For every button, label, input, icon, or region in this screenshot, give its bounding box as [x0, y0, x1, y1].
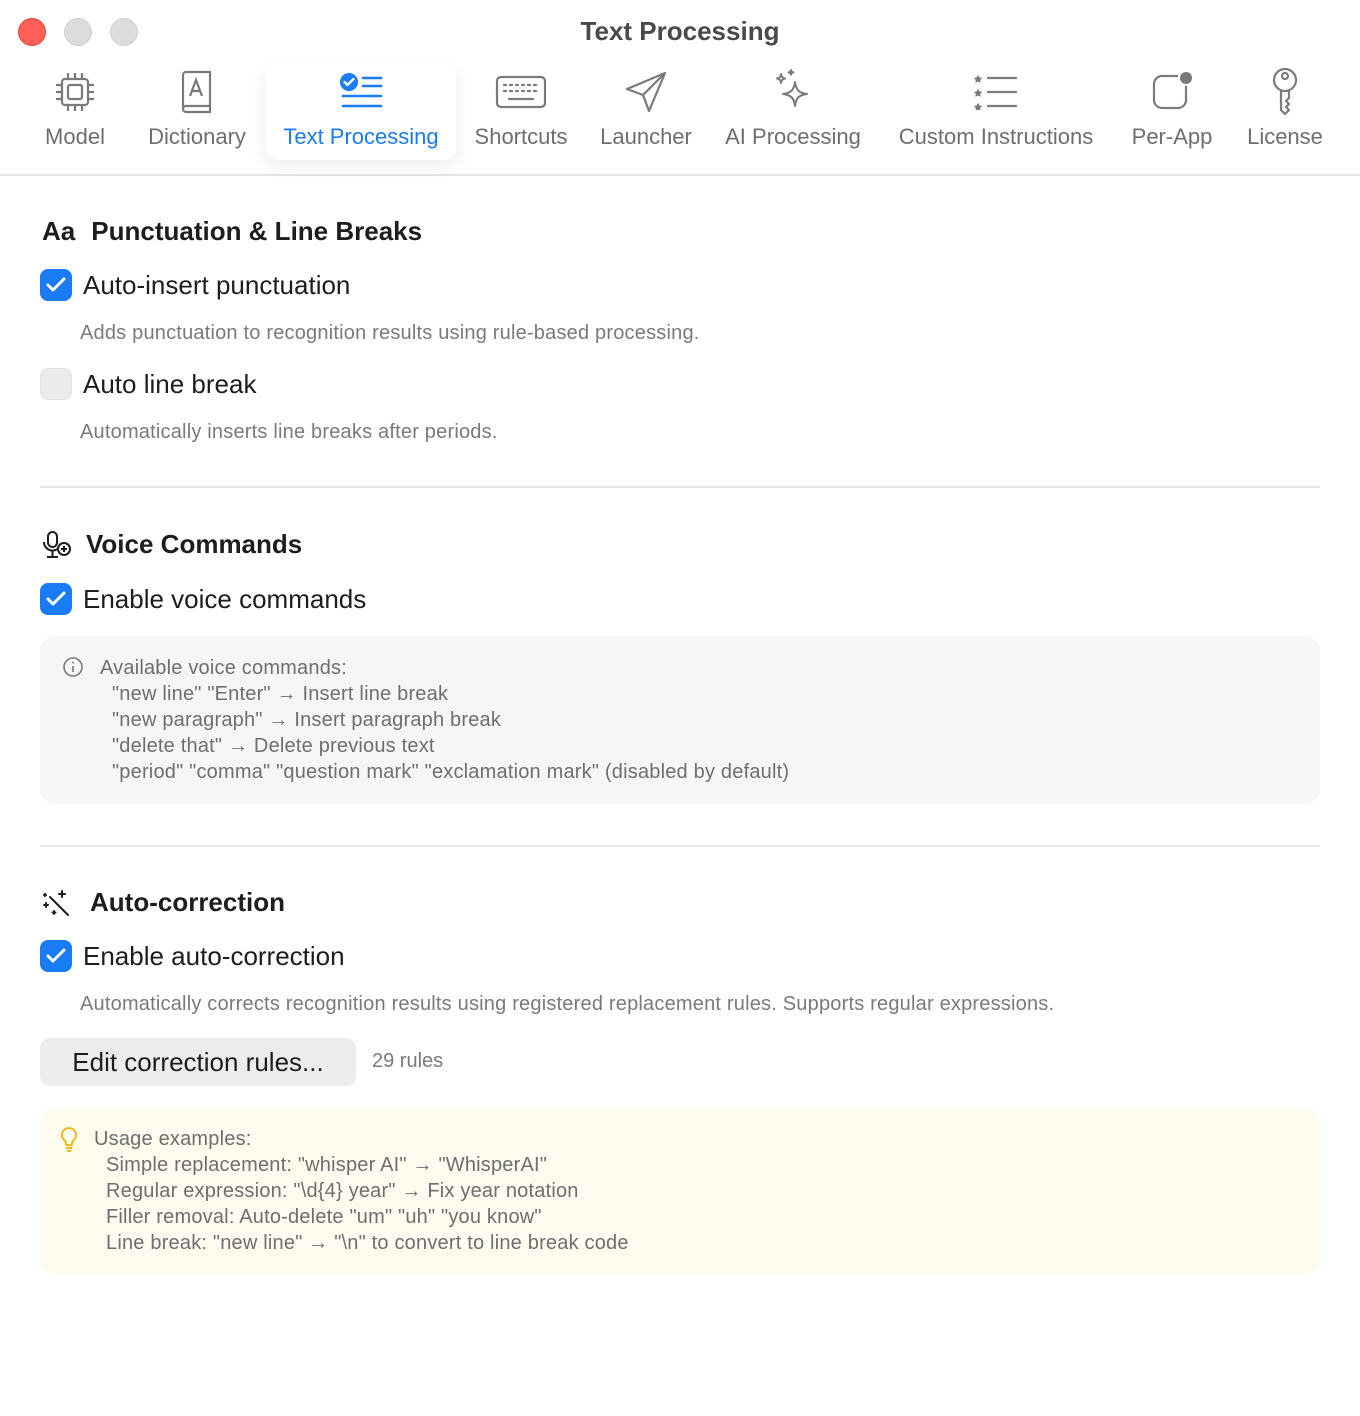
tab-label: Model: [45, 124, 105, 149]
auto-correction-description: Automatically corrects recognition results using registered replacement rules. Supports regular expressions.: [80, 993, 1055, 1015]
chip-icon: [53, 64, 97, 120]
edit-correction-rules-button[interactable]: Edit correction rules...: [40, 1038, 356, 1086]
section-title-text: Voice Commands: [86, 529, 303, 559]
tab-dictionary[interactable]: [140, 64, 254, 160]
voice-command-icon: [42, 530, 72, 560]
tab-launcher[interactable]: [594, 64, 698, 160]
title-bar: [0, 0, 1360, 60]
example-line: Regular expression: "\d{4} year" → Fix year notation: [106, 1180, 579, 1202]
list-icon: [974, 64, 1018, 120]
tab-label: Custom Instructions: [898, 124, 1094, 149]
auto-insert-punctuation-row: [40, 269, 350, 301]
lightbulb-icon: [60, 1126, 78, 1157]
tab-model[interactable]: [34, 64, 116, 160]
voice-commands-info-box: [40, 636, 1320, 804]
keyboard-icon: [495, 64, 547, 120]
info-line: "new line" "Enter" → Insert line break: [112, 683, 449, 705]
checkmark-icon: [46, 277, 66, 293]
key-icon: [1269, 64, 1301, 120]
rules-count: 29 rules: [372, 1050, 444, 1072]
info-line: "new paragraph" → Insert paragraph break: [112, 709, 502, 731]
app-badge-icon: [1150, 64, 1194, 120]
example-line: Line break: "new line" → "\n" to convert to line break code: [106, 1232, 629, 1254]
auto-line-break-checkbox[interactable]: [40, 368, 72, 400]
checklist-icon: [339, 64, 383, 120]
auto-insert-punctuation-checkbox[interactable]: [40, 269, 72, 301]
tab-per-app[interactable]: [1124, 64, 1220, 160]
info-line: "delete that" → Delete previous text: [112, 735, 435, 757]
tab-label: Dictionary: [148, 124, 246, 149]
usage-examples-list: [94, 1126, 629, 1256]
tab-label: Launcher: [600, 124, 692, 149]
checkbox-label: Auto line break: [83, 368, 257, 399]
enable-voice-commands-checkbox[interactable]: [40, 583, 72, 615]
enable-auto-correction-row: [40, 940, 345, 972]
paper-plane-icon: [624, 64, 668, 120]
tab-label: Shortcuts: [474, 124, 568, 149]
example-line: Filler removal: Auto-delete "um" "uh" "you know": [106, 1206, 542, 1228]
auto-line-break-description: Automatically inserts line breaks after periods.: [80, 421, 498, 443]
tab-custom-instructions[interactable]: [888, 64, 1104, 160]
checkmark-icon: [46, 948, 66, 964]
example-line: Simple replacement: "whisper AI" → "WhisperAI": [106, 1154, 548, 1176]
usage-examples-box: [40, 1108, 1320, 1274]
auto-correction-section-title: [42, 887, 285, 918]
voice-commands-list: [100, 655, 789, 785]
checkbox-label: Enable voice commands: [83, 583, 367, 614]
auto-line-break-row: [40, 368, 256, 400]
section-divider: [40, 845, 1320, 847]
checkmark-icon: [46, 591, 66, 607]
section-title-text: Auto-correction: [90, 887, 285, 917]
dictionary-icon: [177, 64, 217, 120]
tab-license[interactable]: [1240, 64, 1330, 160]
enable-voice-commands-row: [40, 583, 366, 615]
info-line: "period" "comma" "question mark" "exclamation mark" (disabled by default): [112, 761, 790, 783]
tab-label: AI Processing: [725, 124, 861, 149]
tab-ai-processing[interactable]: [718, 64, 868, 160]
tab-shortcuts[interactable]: [466, 64, 576, 160]
enable-auto-correction-checkbox[interactable]: [40, 940, 72, 972]
checkbox-label: Auto-insert punctuation: [83, 269, 351, 300]
section-title-text: Punctuation & Line Breaks: [91, 216, 423, 246]
checkbox-label: Enable auto-correction: [83, 940, 345, 971]
info-icon: [62, 656, 84, 683]
tab-label: Per-App: [1131, 124, 1213, 149]
examples-heading: Usage examples:: [94, 1128, 252, 1150]
voice-commands-section-title: [42, 529, 302, 560]
section-divider: [40, 486, 1320, 488]
magic-wand-icon: [42, 889, 70, 917]
window-title: Text Processing: [580, 16, 780, 46]
tab-label: License: [1247, 124, 1323, 149]
punctuation-section-title: [42, 216, 422, 247]
settings-toolbar: [0, 60, 1360, 176]
auto-insert-punctuation-description: Adds punctuation to recognition results using rule-based processing.: [80, 322, 700, 344]
sparkles-icon: [771, 64, 815, 120]
info-heading: Available voice commands:: [100, 657, 347, 679]
tab-label: Text Processing: [283, 124, 439, 149]
tab-text-processing[interactable]: [266, 64, 456, 160]
text-format-icon: Aa: [42, 216, 76, 246]
